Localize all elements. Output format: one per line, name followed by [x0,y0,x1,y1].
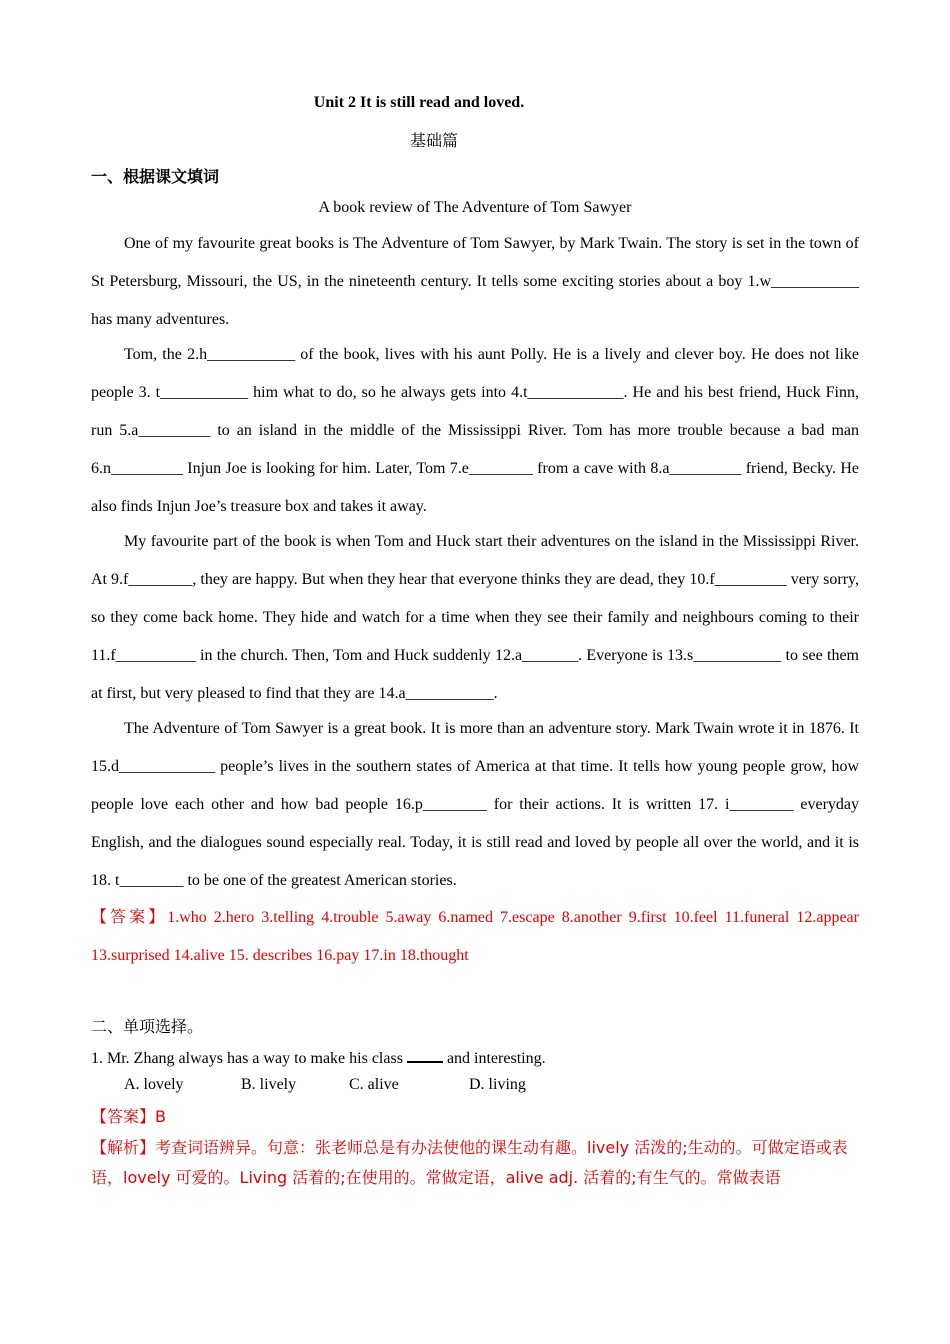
review-title: A book review of The Adventure of Tom Sawyer [318,199,632,216]
question-explanation: 【解析】考查词语辨异。句意：张老师总是有办法使他的课生动有趣。lively 活泼的;生动的。可做定语或表语，lovely 可爱的。Living 活着的;在使用的。常做定语，alive adj. 活着的;有生气的。常做表语 [91,1138,848,1187]
option-b: B. lively [241,1076,297,1093]
question-options [124,1076,526,1094]
answer-label: 【答案】 [91,907,168,926]
option-d: D. living [469,1076,526,1093]
option-a: A. lovely [124,1076,184,1093]
section-one-heading: 一、根据课文填词 [91,167,220,186]
answer-blank [407,1047,443,1063]
question-stem [91,1047,546,1068]
passage-paragraph: My favourite part of the book is when Tom and Huck start their adventures on the island in the Mississippi River. At 9.f________, they are happy. But when they hear that everyone thinks they are dead, they 10.f_________ very sorry, so they come back home. They hide and watch for a time when they see their family and neighbours coming to their 11.f__________ in the church. Then, Tom and Huck suddenly 12.a_______. Everyone is 13.s___________ to see them at first, but very pleased to find that they are 14.a___________. [91,533,859,702]
section-subtitle: 基础篇 [409,131,458,150]
option-c: C. alive [349,1076,399,1093]
question-stem-end: and interesting. [442,1050,546,1067]
answer-items: 1.who 2.hero 3.telling 4.trouble 5.away 6.named 7.escape 8.another 9.first 10.feel 11.funeral 12.appear 13.surprised 14.alive 15. describes 16.pay 17.in 18.thought [91,909,859,964]
unit-title: Unit 2 It is still read and loved. [313,94,525,111]
passage-paragraph: Tom, the 2.h___________ of the book, lives with his aunt Polly. He is a lively and clever boy. He does not like people 3. t___________ him what to do, so he always gets into 4.t____________. He and his best friend, Huck Finn, run 5.a_________ to an island in the middle of the Mississippi River. Tom has more trouble because a bad man 6.n_________ Injun Joe is looking for him. Later, Tom 7.e________ from a cave with 8.a_________ friend, Becky. He also finds Injun Joe’s treasure box and takes it away. [91,346,859,515]
passage-paragraph: One of my favourite great books is The Adventure of Tom Sawyer, by Mark Twain. The story is set in the town of St Petersburg, Missouri, the US, in the nineteenth century. It tells some exciting stories about a boy 1.w___________ has many adventures. [91,235,859,328]
passage-paragraph: The Adventure of Tom Sawyer is a great book. It is more than an adventure story. Mark Twain wrote it in 1876. It 15.d____________ people’s lives in the southern states of America at that time. It tells how young people grow, how people love each other and how bad people 16.p________ for their actions. It is written 17. i________ everyday English, and the dialogues sound especially real. Today, it is still read and loved by people all over the world, and it is 18. t________ to be one of the greatest American stories. [91,720,859,889]
reading-passage [91,225,859,897]
question-stem-start: 1. Mr. Zhang always has a way to make his class [91,1050,407,1067]
section-two-heading: 二、单项选择。 [91,1017,204,1036]
answer-key [91,898,859,975]
question-answer: 【答案】B [91,1107,166,1126]
